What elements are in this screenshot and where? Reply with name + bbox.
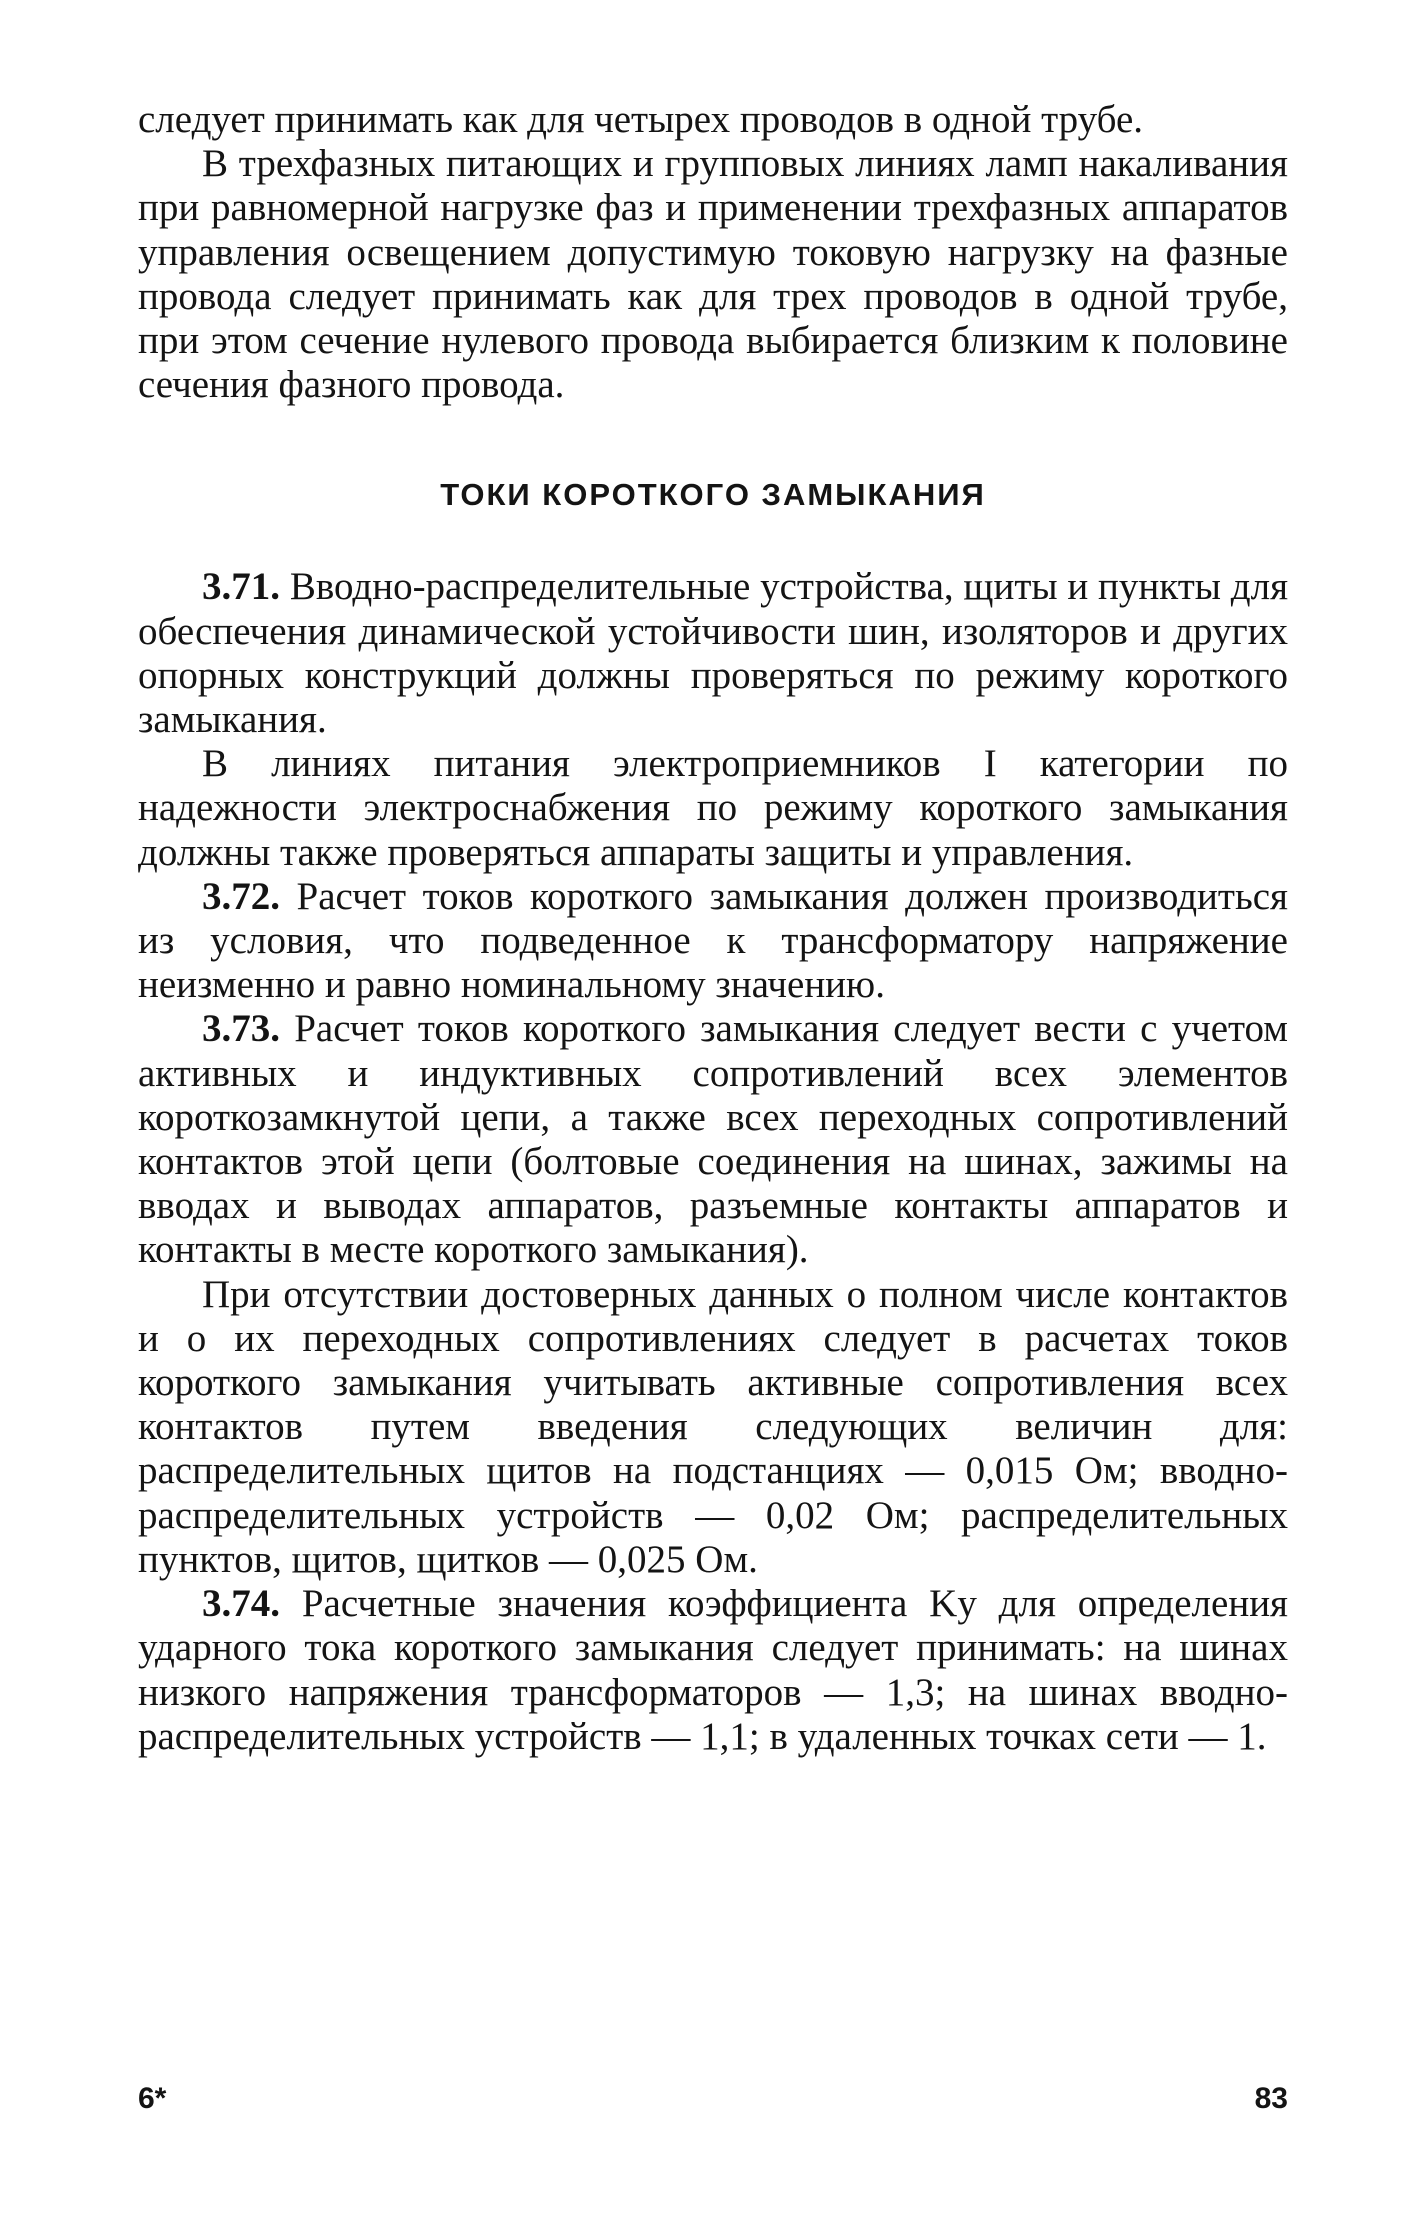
clause-text: Расчет токов короткого замыкания должен производиться из условия, что подведенное к трансформатору напряжение неизменно и равно номинальному значению. bbox=[138, 874, 1288, 1007]
clause-text: Вводно-распределительные устройства, щиты и пункты для обеспечения динамической устойчивости шин, изоляторов и других опорных конструкций должны проверяться по режиму короткого замыкания. bbox=[138, 565, 1289, 742]
clause-3-71-paragraph-2: В линиях питания электроприемников I категории по надежности электроснабжения по режиму короткого замыкания должны также проверяться аппараты защиты и управления. bbox=[138, 742, 1288, 874]
printer-signature-mark: 6* bbox=[138, 2082, 167, 2115]
clause-number: 3.71. bbox=[202, 565, 280, 609]
clause-3-73 bbox=[138, 1007, 1288, 1272]
clause-3-72 bbox=[138, 875, 1288, 1008]
clause-3-74 bbox=[138, 1582, 1288, 1759]
paragraph-continuation: следует принимать как для четырех проводов в одной трубе. bbox=[138, 98, 1144, 141]
page-body bbox=[138, 98, 1288, 1759]
clause-number: 3.72. bbox=[202, 874, 280, 918]
clause-3-73-paragraph-2: При отсутствии достоверных данных о полном числе контактов и о их переходных сопротивлениях следует в расчетах токов короткого замыкания учитывать активные сопротивления всех контактов путем введения следующих величин для: распределительных щитов на подстанциях — 0,015 Ом; вводно-распределительных устройств — 0,02 Ом; распределительных пунктов, щитов, щитков — 0,025 Ом. bbox=[138, 1272, 1288, 1581]
clause-number: 3.74. bbox=[202, 1582, 280, 1626]
page-footer bbox=[138, 2082, 1288, 2122]
clause-text: Расчет токов короткого замыкания следует вести с учетом активных и индуктивных сопротивлений всех элементов короткозамкнутой цепи, а также всех переходных сопротивлений контактов этой цепи (болтовые соединения на шинах, зажимы на вводах и выводах аппаратов, разъемные контакты аппаратов и контакты в месте короткого замыкания). bbox=[138, 1007, 1288, 1272]
paragraph-three-phase-lines: В трехфазных питающих и групповых линиях ламп накаливания при равномерной нагрузке фаз и применении трехфазных аппаратов управления освещением допустимую токовую нагрузку на фазные провода следует принимать как для трех проводов в одной трубе, при этом сечение нулевого провода выбирается близким к половине сечения фазного провода. bbox=[138, 142, 1288, 407]
clause-3-71 bbox=[138, 565, 1288, 742]
clause-text: Расчетные значения коэффициента Kу для определения ударного тока короткого замыкания следует принимать: на шинах низкого напряжения трансформаторов — 1,3; на шинах вводно-распределительных устройств — 1,1; в удаленных точках сети — 1. bbox=[138, 1582, 1288, 1758]
page-number: 83 bbox=[1254, 2082, 1288, 2115]
section-heading: ТОКИ КОРОТКОГО ЗАМЫКАНИЯ bbox=[440, 477, 986, 513]
clause-number: 3.73. bbox=[202, 1007, 280, 1051]
